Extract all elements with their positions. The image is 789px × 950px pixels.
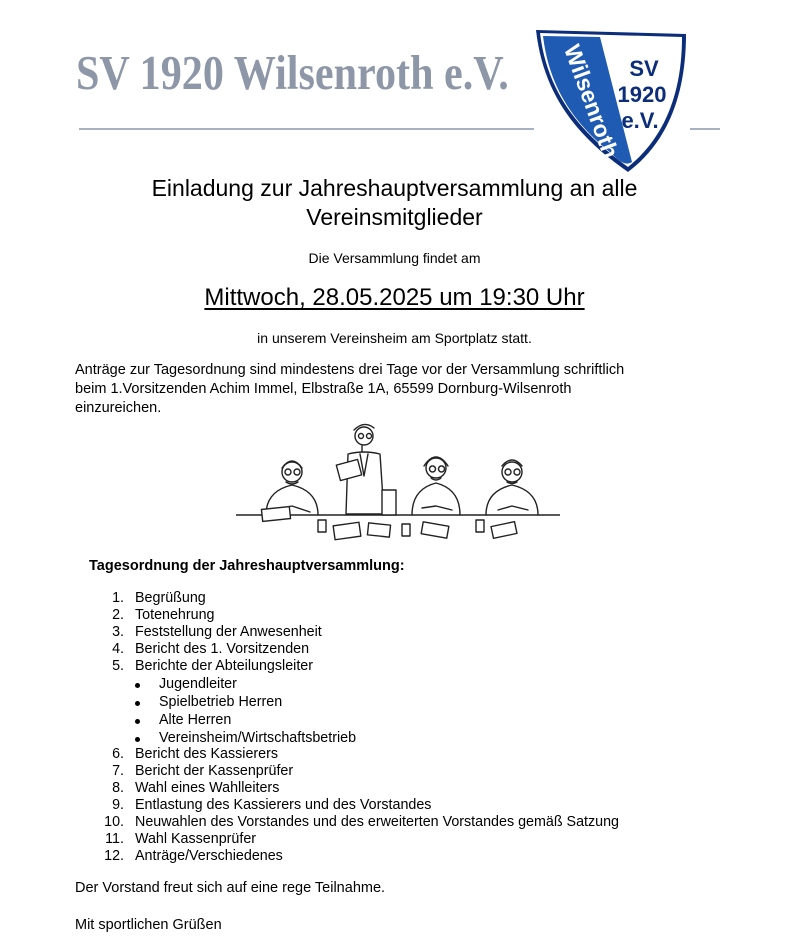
agenda-item-text: Bericht des Kassierers <box>135 746 279 762</box>
invitation-heading <box>0 174 789 232</box>
closing-text: Der Vorstand freut sich auf eine rege Teilnahme. <box>75 880 386 896</box>
invitation-heading-line1: Einladung zur Jahreshauptversammlung an alle <box>151 175 638 201</box>
agenda-item-text: Wahl eines Wahlleiters <box>135 780 280 796</box>
agenda-item-number: 2. <box>112 607 124 623</box>
agenda-item-text: Berichte der Abteilungsleiter <box>135 658 314 674</box>
person-left-figure <box>261 461 318 521</box>
bullet-icon <box>135 719 140 724</box>
logo-year: 1920 <box>617 82 667 107</box>
agenda-item-text: Begrüßung <box>135 590 206 606</box>
agenda-item-number: 8. <box>112 780 124 796</box>
motion-notice-line3: einzureichen. <box>75 400 162 416</box>
agenda-subitem-text: Jugendleiter <box>159 676 237 692</box>
bullet-icon <box>135 701 140 706</box>
meeting-date: Mittwoch, 28.05.2025 um 19:30 Uhr <box>204 284 585 311</box>
agenda-item-text: Wahl Kassenprüfer <box>135 831 257 847</box>
motion-notice-line2: beim 1.Vorsitzenden Achim Immel, Elbstraße 1A, 65599 Dornburg-Wilsenroth <box>75 381 572 397</box>
agenda-item-number: 7. <box>112 763 124 779</box>
invitation-heading-line2: Vereinsmitglieder <box>306 204 483 230</box>
agenda-subitem-text: Spielbetrieb Herren <box>159 694 283 710</box>
person-right-figure <box>486 460 538 515</box>
agenda-item-number: 5. <box>112 658 124 674</box>
motion-notice-line1: Anträge zur Tagesordnung sind mindestens drei Tage vor der Versammlung schriftlich <box>75 362 625 378</box>
motion-notice <box>75 361 715 418</box>
agenda-subitem-text: Alte Herren <box>159 712 232 728</box>
invitation-intro: Die Versammlung findet am <box>308 250 481 266</box>
logo-top-text: SV <box>629 56 659 81</box>
club-logo <box>530 24 690 176</box>
agenda-item-text: Neuwahlen des Vorstandes und des erweiterten Vorstandes gemäß Satzung <box>135 814 620 830</box>
agenda-subitem-text: Vereinsheim/Wirtschaftsbetrieb <box>159 730 357 746</box>
agenda-item-text: Anträge/Verschiedenes <box>135 848 283 864</box>
agenda-item-text: Entlastung des Kassierers und des Vorstandes <box>135 797 432 813</box>
bullet-icon <box>135 683 140 688</box>
header-rule-right <box>690 128 720 130</box>
table-items <box>318 520 517 540</box>
logo-suffix: e.V. <box>621 108 659 133</box>
agenda-item-number: 4. <box>112 641 124 657</box>
header-rule-left <box>79 128 534 130</box>
agenda-item-text: Totenehrung <box>135 607 215 623</box>
agenda-item-number: 1. <box>112 590 124 606</box>
meeting-location: in unserem Vereinsheim am Sportplatz statt. <box>257 330 532 346</box>
meeting-date-wrapper <box>0 284 789 312</box>
agenda-item-number: 11. <box>105 831 124 847</box>
bullet-icon <box>135 737 140 742</box>
agenda-item-text: Feststellung der Anwesenheit <box>135 624 322 640</box>
agenda-title: Tagesordnung der Jahreshauptversammlung: <box>89 558 405 574</box>
person-woman-figure <box>412 457 460 515</box>
signoff-text: Mit sportlichen Grüßen <box>75 917 222 933</box>
agenda-item-number: 10. <box>104 814 124 830</box>
club-name: SV 1920 Wilsenroth e.V. <box>76 45 509 100</box>
logo-name: Wilsenroth <box>559 41 625 162</box>
agenda-item-number: 6. <box>112 746 124 762</box>
agenda-item-number: 12. <box>104 848 124 864</box>
agenda-item-text: Bericht der Kassenprüfer <box>135 763 294 779</box>
agenda-item-number: 9. <box>112 797 124 813</box>
meeting-illustration <box>236 420 560 544</box>
agenda-item-number: 3. <box>112 624 124 640</box>
person-standing-figure <box>336 424 396 515</box>
agenda-item-text: Bericht des 1. Vorsitzenden <box>135 641 310 657</box>
